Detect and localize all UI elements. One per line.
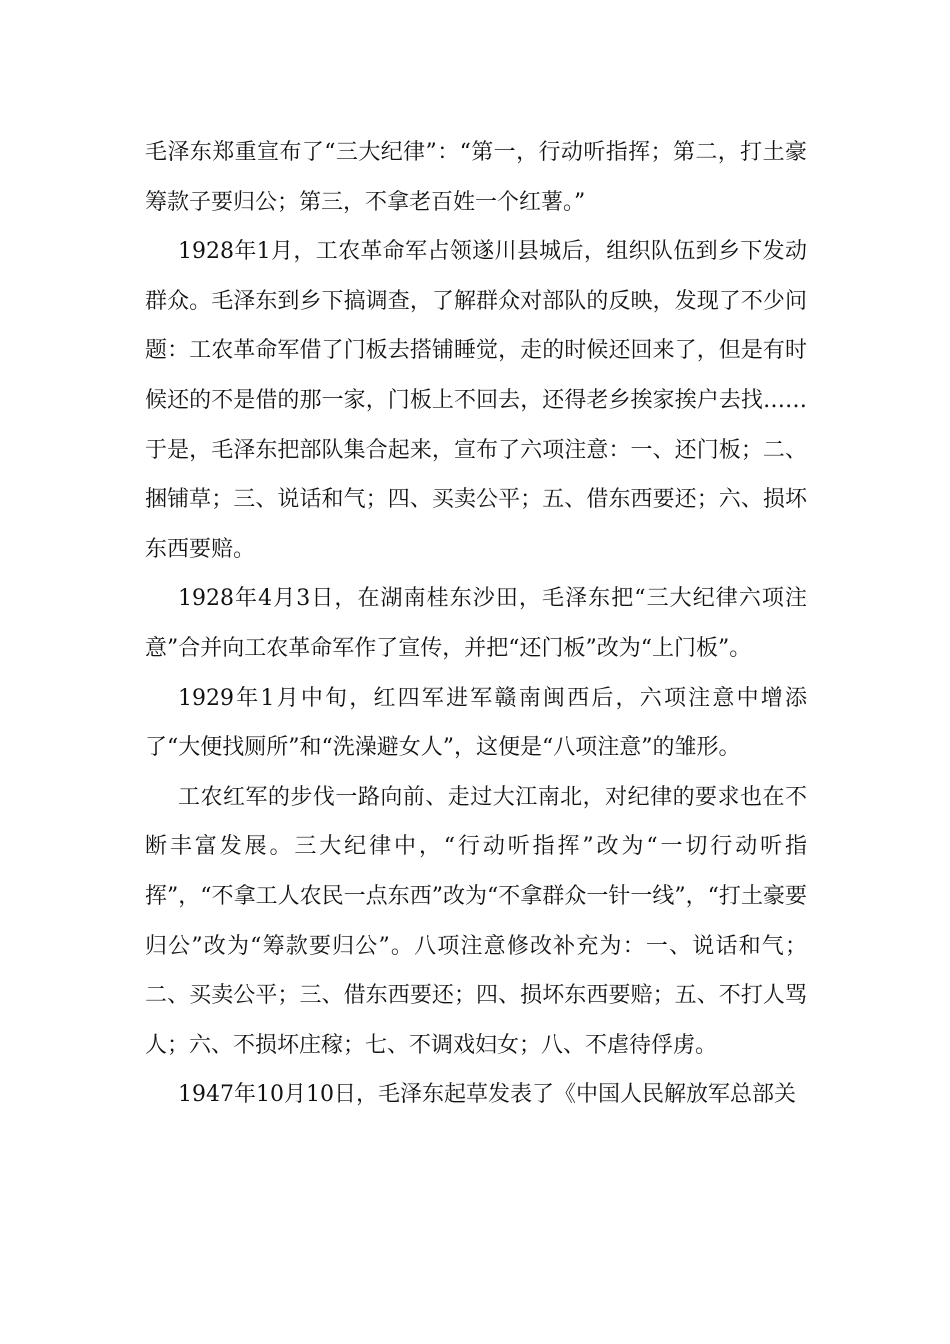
paragraph-eight-points-origin: 1929年1月中旬，红四军进军赣南闽西后，六项注意中增添了“大便找厕所”和“洗澡避女人”，这便是“八项注意”的雏形。 [145, 685, 807, 761]
paragraph-six-points: 1928年1月，工农革命军占领遂川县城后，组织队伍到乡下发动群众。毛泽东到乡下搞调查，了解群众对部队的反映，发现了不少问题：工农革命军借了门板去搭铺睡觉，走的时候还回来了，但是有时候还的不是借的那一家，门板上不回去，还得老乡挨家挨户去找……于是，毛泽东把部队集合起来，宣布了六项注意：一、还门板；二、捆铺草；三、说话和气；四、买卖公平；五、借东西要还；六、损坏东西要赔。 [145, 239, 807, 562]
paragraph-1947: 1947年10月10日，毛泽东起草发表了《中国人民解放军总部关 [178, 1082, 796, 1108]
document-body [145, 128, 807, 1120]
paragraph-combined-propaganda: 1928年4月3日，在湖南桂东沙田，毛泽东把“三大纪律六项注意”合并向工农革命军作了宣传，并把“还门板”改为“上门板”。 [145, 586, 807, 661]
paragraph-revisions: 工农红军的步伐一路向前、走过大江南北，对纪律的要求也在不断丰富发展。三大纪律中，“行动听指挥”改为“一切行动听指挥”，“不拿工人农民一点东西”改为“不拿群众一针一线”，“打土豪要归公”改为“筹款要归公”。八项注意修改补充为：一、说话和气；二、买卖公平；三、借东西要还；四、损坏东西要赔；五、不打人骂人；六、不损坏庄稼；七、不调戏妇女；八、不虐待俘虏。 [145, 784, 807, 1058]
paragraph-three-disciplines: 毛泽东郑重宣布了“三大纪律”：“第一，行动听指挥；第二，打土豪筹款子要归公；第三，不拿老百姓一个红薯。” [145, 140, 807, 215]
